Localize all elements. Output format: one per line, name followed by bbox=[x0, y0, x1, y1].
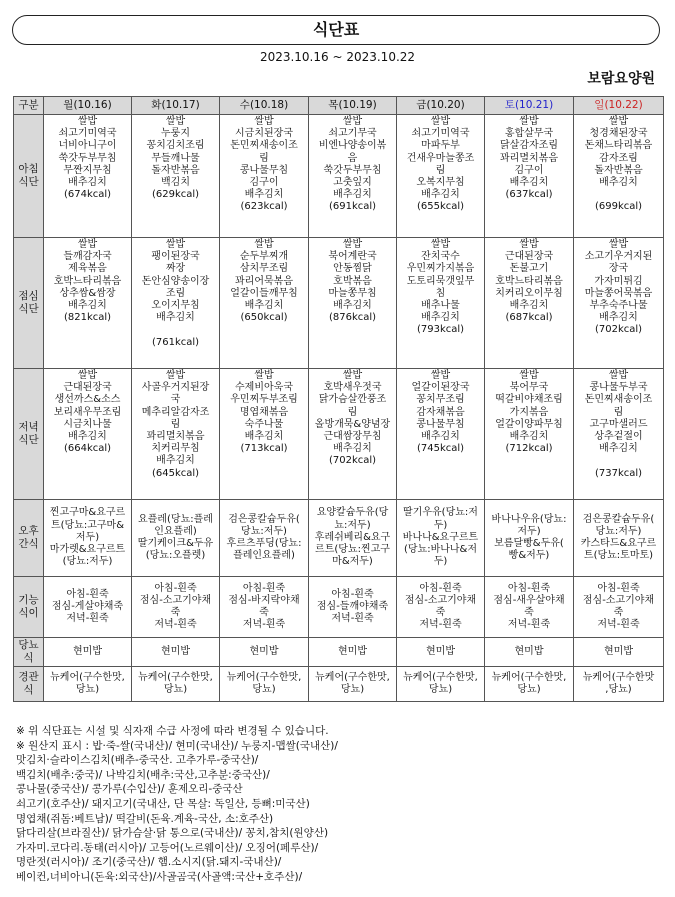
note-line: ※ 위 식단표는 시설 및 식자재 수급 사정에 따라 변경될 수 있습니다. bbox=[16, 725, 329, 737]
menu-cell-text: 아침-흰죽 점심-새우살야채 죽 저녁-흰죽 bbox=[493, 582, 565, 631]
row-label-breakfast bbox=[14, 115, 44, 238]
menu-cell bbox=[574, 500, 664, 577]
menu-cell-text: 쌀밥 들깨감자국 제육볶음 호박느타리볶음 상추쌈&쌈장 배추김치 (821kcal) bbox=[53, 239, 122, 324]
row-label-dinner bbox=[14, 369, 44, 500]
menu-cell-text: 현미밥 bbox=[338, 645, 367, 657]
row-label-text: 경관 식 bbox=[18, 671, 39, 696]
menu-cell-text: 뉴케어(구수한맛, 당뇨) bbox=[403, 671, 478, 695]
menu-cell bbox=[397, 638, 485, 667]
menu-cell-text: 쌀밥 북어계란국 안동찜닭 호박볶음 마늘쫑무침 배추김치 (876kcal) bbox=[328, 239, 377, 324]
menu-cell bbox=[485, 115, 574, 238]
menu-cell-text: 뉴케어(구수한맛, 당뇨) bbox=[491, 671, 567, 695]
menu-cell bbox=[44, 667, 132, 702]
menu-cell-text: 쌀밥 북어무국 떡갈비야채조림 가지볶음 얼갈이양파무침 배추김치 (712kcal) bbox=[495, 370, 563, 455]
menu-cell bbox=[220, 115, 309, 238]
menu-cell-text: 쌀밥 홍합살무국 닭살감자조림 꽈리멸치볶음 김구이 배추김치 (637kcal) bbox=[500, 116, 558, 201]
menu-cell bbox=[132, 238, 220, 369]
menu-cell bbox=[397, 577, 485, 638]
menu-cell-text: 바나나우유(당뇨: 저두) 보름달빵&두유( 빵&저두) bbox=[491, 513, 567, 562]
menu-cell bbox=[485, 638, 574, 667]
day-header-sun: 일(10.22) bbox=[574, 97, 664, 115]
note-line: 명란젓(러시아)/ 조기(중국산)/ 햄.소시지(닭.돼지-국내산)/ bbox=[16, 856, 282, 869]
table-row-breakfast bbox=[14, 115, 664, 238]
menu-cell-text: 검은콩칼슘두유( 당뇨:저두) 카스타드&요구르 트(당뇨:토마토) bbox=[580, 513, 657, 562]
menu-cell bbox=[485, 577, 574, 638]
menu-cell bbox=[485, 238, 574, 369]
facility-name: 보람요양원 bbox=[587, 71, 655, 87]
menu-cell-text: 뉴케어(구수한맛 ,당뇨) bbox=[582, 671, 655, 695]
menu-cell-text: 뉴케어(구수한맛, 당뇨) bbox=[50, 671, 125, 695]
menu-cell bbox=[44, 369, 132, 500]
table-header-row bbox=[14, 97, 664, 115]
menu-cell-text: 요양칼슘두유(당 뇨:저두) 후레쉬베리&요구 르트(당뇨:찐고구 마&저두) bbox=[314, 507, 391, 568]
menu-cell bbox=[309, 638, 397, 667]
table-row-snack bbox=[14, 500, 664, 577]
note-line: 쇠고기(호주산)/ 돼지고기(국내산, 단 목살: 독일산, 등뼈:미국산) bbox=[16, 797, 310, 810]
notes-section bbox=[16, 724, 666, 885]
menu-cell bbox=[309, 577, 397, 638]
menu-cell-text: 뉴케어(구수한맛, 당뇨) bbox=[138, 671, 213, 695]
menu-cell bbox=[44, 500, 132, 577]
menu-period: 2023.10.16 ~ 2023.10.22 bbox=[259, 50, 416, 64]
menu-cell bbox=[485, 667, 574, 702]
menu-cell bbox=[220, 500, 309, 577]
day-header-tue: 화(10.17) bbox=[132, 97, 220, 115]
row-label-snack bbox=[14, 500, 44, 577]
menu-cell-text: 현미밥 bbox=[604, 645, 633, 657]
menu-cell bbox=[397, 500, 485, 577]
day-header-wed: 수(10.18) bbox=[220, 97, 309, 115]
corner-header: 구분 bbox=[14, 97, 44, 115]
row-label-tube bbox=[14, 667, 44, 702]
menu-cell-text: 찐고구마&요구르 트(당뇨:고구마& 저두) 마가렛&요구르트 (당뇨:저두) bbox=[49, 507, 126, 568]
menu-cell-text: 쌀밥 얼갈이된장국 꽁치무조림 감자채볶음 콩나물무침 배추김치 (745kcal) bbox=[411, 370, 470, 455]
note-line: 맛김치·슬라이스김치(배추-중국산. 고추가루-중국산)/ bbox=[16, 754, 259, 767]
menu-cell-text: 쌀밥 팽이된장국 짜장 돈안심양송이장 조림 오이지무침 배추김치 (761kcal) bbox=[141, 239, 210, 348]
menu-cell-text: 쌀밥 사골우거지된장 국 메추리알감자조 림 꽈리멸치볶음 치커리무침 배추김치 (645kcal) bbox=[141, 370, 210, 479]
menu-cell bbox=[309, 238, 397, 369]
menu-cell-text: 검은콩칼슘두유( 당뇨:저두) 후르츠푸딩(당뇨: 플레인요플레) bbox=[226, 513, 302, 562]
menu-cell-text: 쌀밥 시금치된장국 돈민찌새송이조 림 콩나물무침 김구이 배추김치 (623kcal) bbox=[230, 116, 298, 213]
menu-cell bbox=[485, 500, 574, 577]
menu-cell bbox=[220, 638, 309, 667]
menu-cell-text: 현미밥 bbox=[249, 645, 279, 657]
table-row-lunch bbox=[14, 238, 664, 369]
table-row-dinner bbox=[14, 369, 664, 500]
note-line: 콩나물(중국산)/ 콩가루(수입산)/ 훈제오리-중국산 bbox=[16, 783, 243, 796]
menu-cell bbox=[574, 238, 664, 369]
row-label-text: 저녁 식단 bbox=[18, 421, 39, 446]
row-label-text: 오후 간식 bbox=[18, 525, 39, 550]
menu-cell-text: 요플레(당뇨:플레 인요플레) 딸기케이크&두유 (당뇨:오플렛) bbox=[137, 513, 214, 562]
menu-cell-text: 아침-흰죽 점심-소고기야채 죽 저녁-흰죽 bbox=[139, 582, 212, 631]
menu-cell-text: 쌀밥 근대된장국 돈불고기 호박느타리볶음 치커리오이무침 배추김치 (687kcal) bbox=[495, 239, 563, 324]
menu-cell-text: 아침-흰죽 점심-들깨야채죽 저녁-흰죽 bbox=[316, 588, 389, 625]
menu-cell bbox=[44, 238, 132, 369]
menu-cell bbox=[220, 369, 309, 500]
row-label-text: 점심 식단 bbox=[18, 290, 39, 315]
row-label-text: 기능 식이 bbox=[18, 594, 39, 619]
menu-cell bbox=[574, 638, 664, 667]
menu-cell bbox=[309, 667, 397, 702]
menu-table bbox=[13, 96, 664, 702]
menu-cell-text: 현미밥 bbox=[73, 645, 102, 657]
menu-cell bbox=[44, 577, 132, 638]
menu-cell bbox=[132, 115, 220, 238]
menu-cell bbox=[132, 369, 220, 500]
menu-cell-text: 쌀밥 쇠고기미역국 마파두부 건새우마늘쫑조 림 오복지무침 배추김치 (655kcal) bbox=[406, 116, 475, 213]
menu-cell bbox=[485, 369, 574, 500]
menu-cell bbox=[574, 667, 664, 702]
note-line: 닭다리살(브라질산)/ 닭가슴살·닭 통으로(국내산)/ 꽁치,참치(원양산) bbox=[16, 827, 329, 840]
day-header-mon: 월(10.16) bbox=[44, 97, 132, 115]
menu-cell-text: 현미밥 bbox=[514, 645, 544, 657]
menu-cell-text: 쌀밥 소고기우거지된 장국 가자미튀김 마늘쫑어묵볶음 부추숙주나물 배추김치 (702kcal) bbox=[584, 239, 653, 336]
menu-cell-text: 뉴케어(구수한맛, 당뇨) bbox=[315, 671, 390, 695]
menu-cell bbox=[220, 577, 309, 638]
menu-cell-text: 쌀밥 근대된장국 생선까스&소스 보리새우무조림 시금치나물 배추김치 (664kcal) bbox=[53, 370, 122, 455]
menu-cell bbox=[132, 577, 220, 638]
menu-cell-text: 아침-흰죽 점심-바지락야채 죽 저녁-흰죽 bbox=[228, 582, 300, 631]
menu-cell-text: 아침-흰죽 점심-소고기야채 죽 저녁-흰죽 bbox=[404, 582, 477, 631]
note-line: 베이컨,너비아니(돈육:외국산)/사골곰국(사골액:국산+호주산)/ bbox=[16, 870, 303, 883]
menu-cell bbox=[44, 638, 132, 667]
menu-cell bbox=[220, 667, 309, 702]
note-line: 가자미.코다리.동태(러시아)/ 고등어(노르웨이산)/ 오징어(페루산)/ bbox=[16, 841, 319, 854]
menu-cell bbox=[397, 369, 485, 500]
menu-cell bbox=[397, 667, 485, 702]
menu-cell bbox=[132, 638, 220, 667]
menu-cell bbox=[309, 369, 397, 500]
row-label-lunch bbox=[14, 238, 44, 369]
menu-cell-text: 쌀밥 순두부찌개 삼치무조림 꽈리어묵볶음 얼갈이들깨무침 배추김치 (650kcal) bbox=[230, 239, 298, 324]
day-header-sat: 토(10.21) bbox=[485, 97, 574, 115]
note-line: 백김치(배추:중국)/ 나박김치(배추:국산,고추분:중국산)/ bbox=[16, 768, 270, 781]
menu-cell-text: 아침-흰죽 점심-소고기야채 죽 저녁-흰죽 bbox=[582, 582, 655, 631]
menu-cell bbox=[132, 667, 220, 702]
menu-cell bbox=[574, 577, 664, 638]
menu-cell bbox=[309, 115, 397, 238]
menu-cell-text: 쌀밥 수제비아욱국 우민찌두부조림 명엽채볶음 숙주나물 배추김치 (713kcal) bbox=[230, 370, 298, 455]
table-row-therapeutic bbox=[14, 577, 664, 638]
note-line: ※ 원산지 표시 : 밥·죽-쌀(국내산)/ 현미(국내산)/ 누룽지-맵쌀(국내산)/ bbox=[16, 739, 338, 752]
menu-cell-text: 현미밥 bbox=[161, 645, 190, 657]
day-header-fri: 금(10.20) bbox=[397, 97, 485, 115]
day-header-thu: 목(10.19) bbox=[309, 97, 397, 115]
menu-cell bbox=[397, 238, 485, 369]
menu-cell bbox=[574, 115, 664, 238]
menu-cell-text: 쌀밥 누룽지 꽁치김치조림 무들깨나물 돌자반볶음 백김치 (629kcal) bbox=[146, 116, 205, 201]
menu-cell-text: 쌀밥 쇠고기무국 비엔나양송이볶 음 쑥갓두부무침 고춧잎지 배추김치 (691kcal) bbox=[318, 116, 387, 213]
table-row-tube bbox=[14, 667, 664, 702]
menu-cell-text: 쌀밥 콩나물두부국 돈민찌새송이조 림 고구마샐러드 상추겉절이 배추김치 (737kcal) bbox=[584, 370, 653, 479]
menu-cell bbox=[574, 369, 664, 500]
menu-cell bbox=[397, 115, 485, 238]
menu-cell-text: 뉴케어(구수한맛, 당뇨) bbox=[226, 671, 302, 695]
row-label-text: 아침 식단 bbox=[18, 163, 39, 188]
menu-cell-text: 쌀밥 청경채된장국 돈채느타리볶음 감자조림 돌자반볶음 배추김치 (699kcal) bbox=[584, 116, 653, 213]
menu-cell bbox=[220, 238, 309, 369]
menu-cell-text: 딸기우유(당뇨:저 두) 바나나&요구르트 (당뇨:바나나&저 두) bbox=[402, 507, 479, 568]
row-label-diabetic bbox=[14, 638, 44, 667]
menu-cell-text: 현미밥 bbox=[426, 645, 455, 657]
row-label-therapeutic bbox=[14, 577, 44, 638]
page-title: 식단표 bbox=[12, 15, 660, 45]
menu-cell bbox=[309, 500, 397, 577]
menu-cell-text: 쌀밥 잔치국수 우민찌가지볶음 도토리묵갯잎무 침 배추나물 배추김치 (793kcal) bbox=[406, 239, 475, 336]
menu-cell bbox=[132, 500, 220, 577]
menu-cell bbox=[44, 115, 132, 238]
table-row-diabetic bbox=[14, 638, 664, 667]
note-line: 명엽채(쥐돔:베트남)/ 떡갈비(돈육.계육-국산, 소:호주산) bbox=[16, 812, 274, 825]
row-label-text: 당뇨 식 bbox=[18, 639, 39, 664]
menu-cell-text: 쌀밥 호박새우젓국 닭가슴살깐풍조 림 올방개묵&양념장 근대쌈장무침 배추김치 (702kcal) bbox=[314, 370, 391, 467]
menu-cell-text: 쌀밥 쇠고기미역국 너비아니구이 쑥갓두부무침 무짠지무침 배추김치 (674kcal) bbox=[58, 116, 117, 201]
menu-cell-text: 아침-흰죽 점심-게살야채죽 저녁-흰죽 bbox=[51, 588, 124, 625]
